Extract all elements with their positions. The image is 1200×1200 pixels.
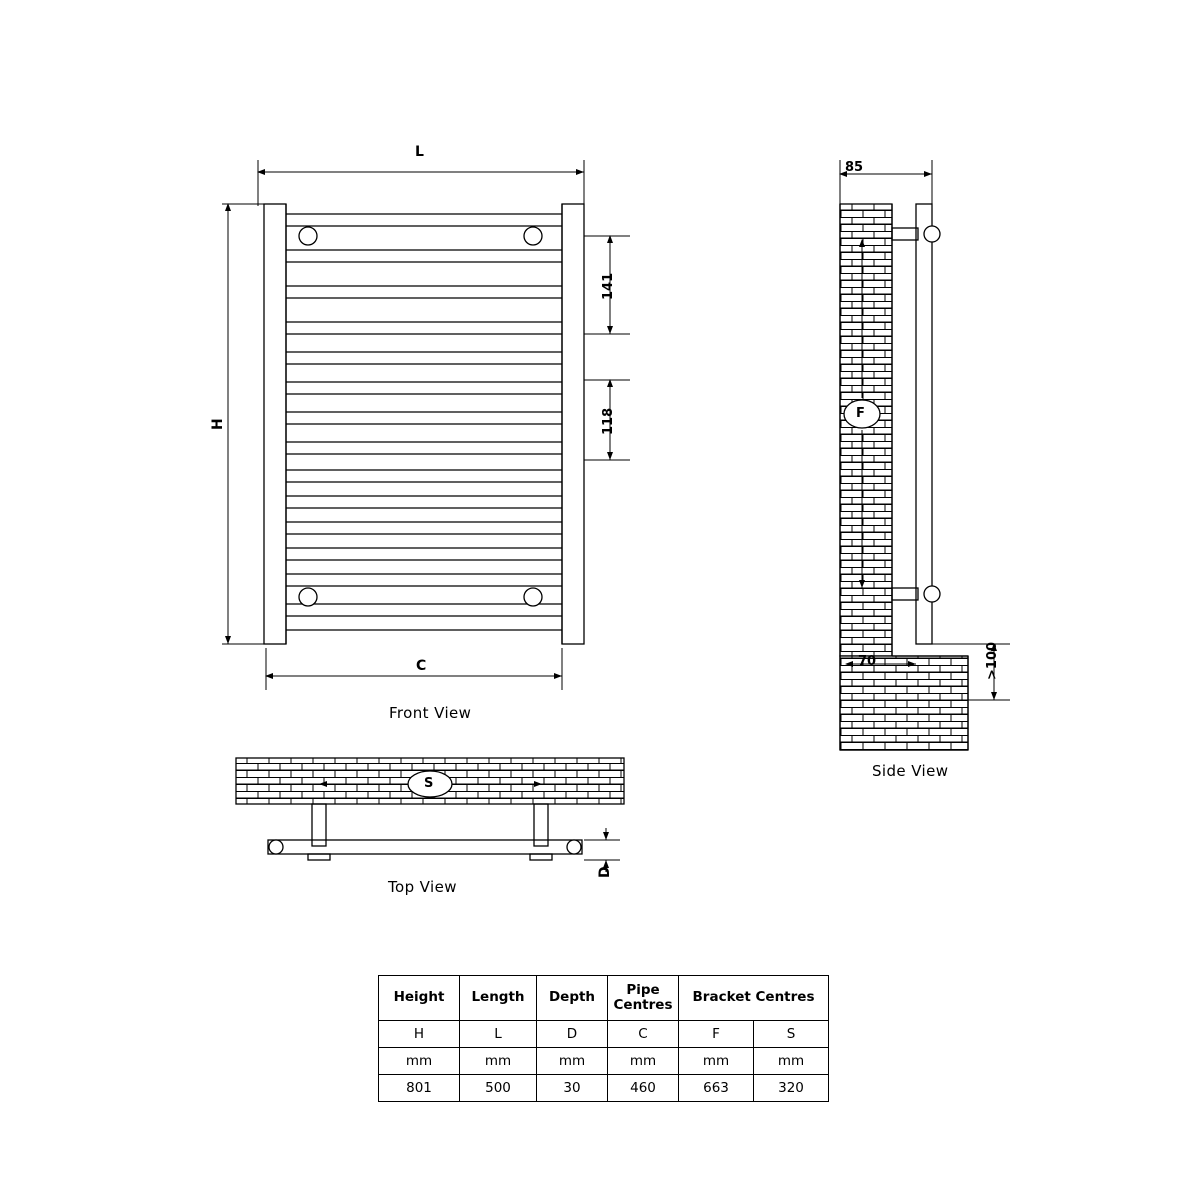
side-depth-dimension-85: 85	[845, 160, 864, 175]
value-pipe-centres: 460	[608, 1075, 679, 1102]
side-clearance-dimension-100: >100	[985, 641, 1000, 680]
value-length: 500	[460, 1075, 537, 1102]
specification-table	[378, 975, 829, 1102]
top-view-title: Top View	[388, 878, 457, 896]
unit-l: mm	[460, 1048, 537, 1075]
header-length: Length	[460, 976, 537, 1021]
top-depth-dimension-label: D	[597, 866, 613, 878]
value-depth: 30	[537, 1075, 608, 1102]
table-symbol-row	[379, 1021, 829, 1048]
table-value-row	[379, 1075, 829, 1102]
symbol-h: H	[379, 1021, 460, 1048]
front-height-dimension-label: H	[210, 418, 226, 430]
side-wall-offset-dimension-70: 70	[858, 654, 877, 669]
unit-s: mm	[754, 1048, 829, 1075]
symbol-c: C	[608, 1021, 679, 1048]
unit-d: mm	[537, 1048, 608, 1075]
front-pipe-centres-dimension-label: C	[416, 658, 427, 674]
top-bracket-centres-marker-s: S	[424, 776, 434, 791]
symbol-d: D	[537, 1021, 608, 1048]
header-bracket-centres: Bracket Centres	[679, 976, 829, 1021]
table-unit-row	[379, 1048, 829, 1075]
front-view-title: Front View	[389, 704, 472, 722]
header-pipe-centres: Pipe Centres	[608, 976, 679, 1021]
side-bracket-centres-marker-f: F	[856, 406, 865, 421]
symbol-f: F	[679, 1021, 754, 1048]
front-length-dimension-label: L	[415, 144, 424, 160]
side-view-title: Side View	[872, 762, 949, 780]
table-header-row	[379, 976, 829, 1021]
header-depth: Depth	[537, 976, 608, 1021]
header-height: Height	[379, 976, 460, 1021]
value-bracket-centres-s: 320	[754, 1075, 829, 1102]
symbol-s: S	[754, 1021, 829, 1048]
front-top-bracket-dimension-141: 141	[601, 272, 616, 300]
value-bracket-centres-f: 663	[679, 1075, 754, 1102]
unit-f: mm	[679, 1048, 754, 1075]
unit-c: mm	[608, 1048, 679, 1075]
symbol-l: L	[460, 1021, 537, 1048]
unit-h: mm	[379, 1048, 460, 1075]
value-height: 801	[379, 1075, 460, 1102]
front-lower-bracket-dimension-118: 118	[601, 407, 616, 435]
